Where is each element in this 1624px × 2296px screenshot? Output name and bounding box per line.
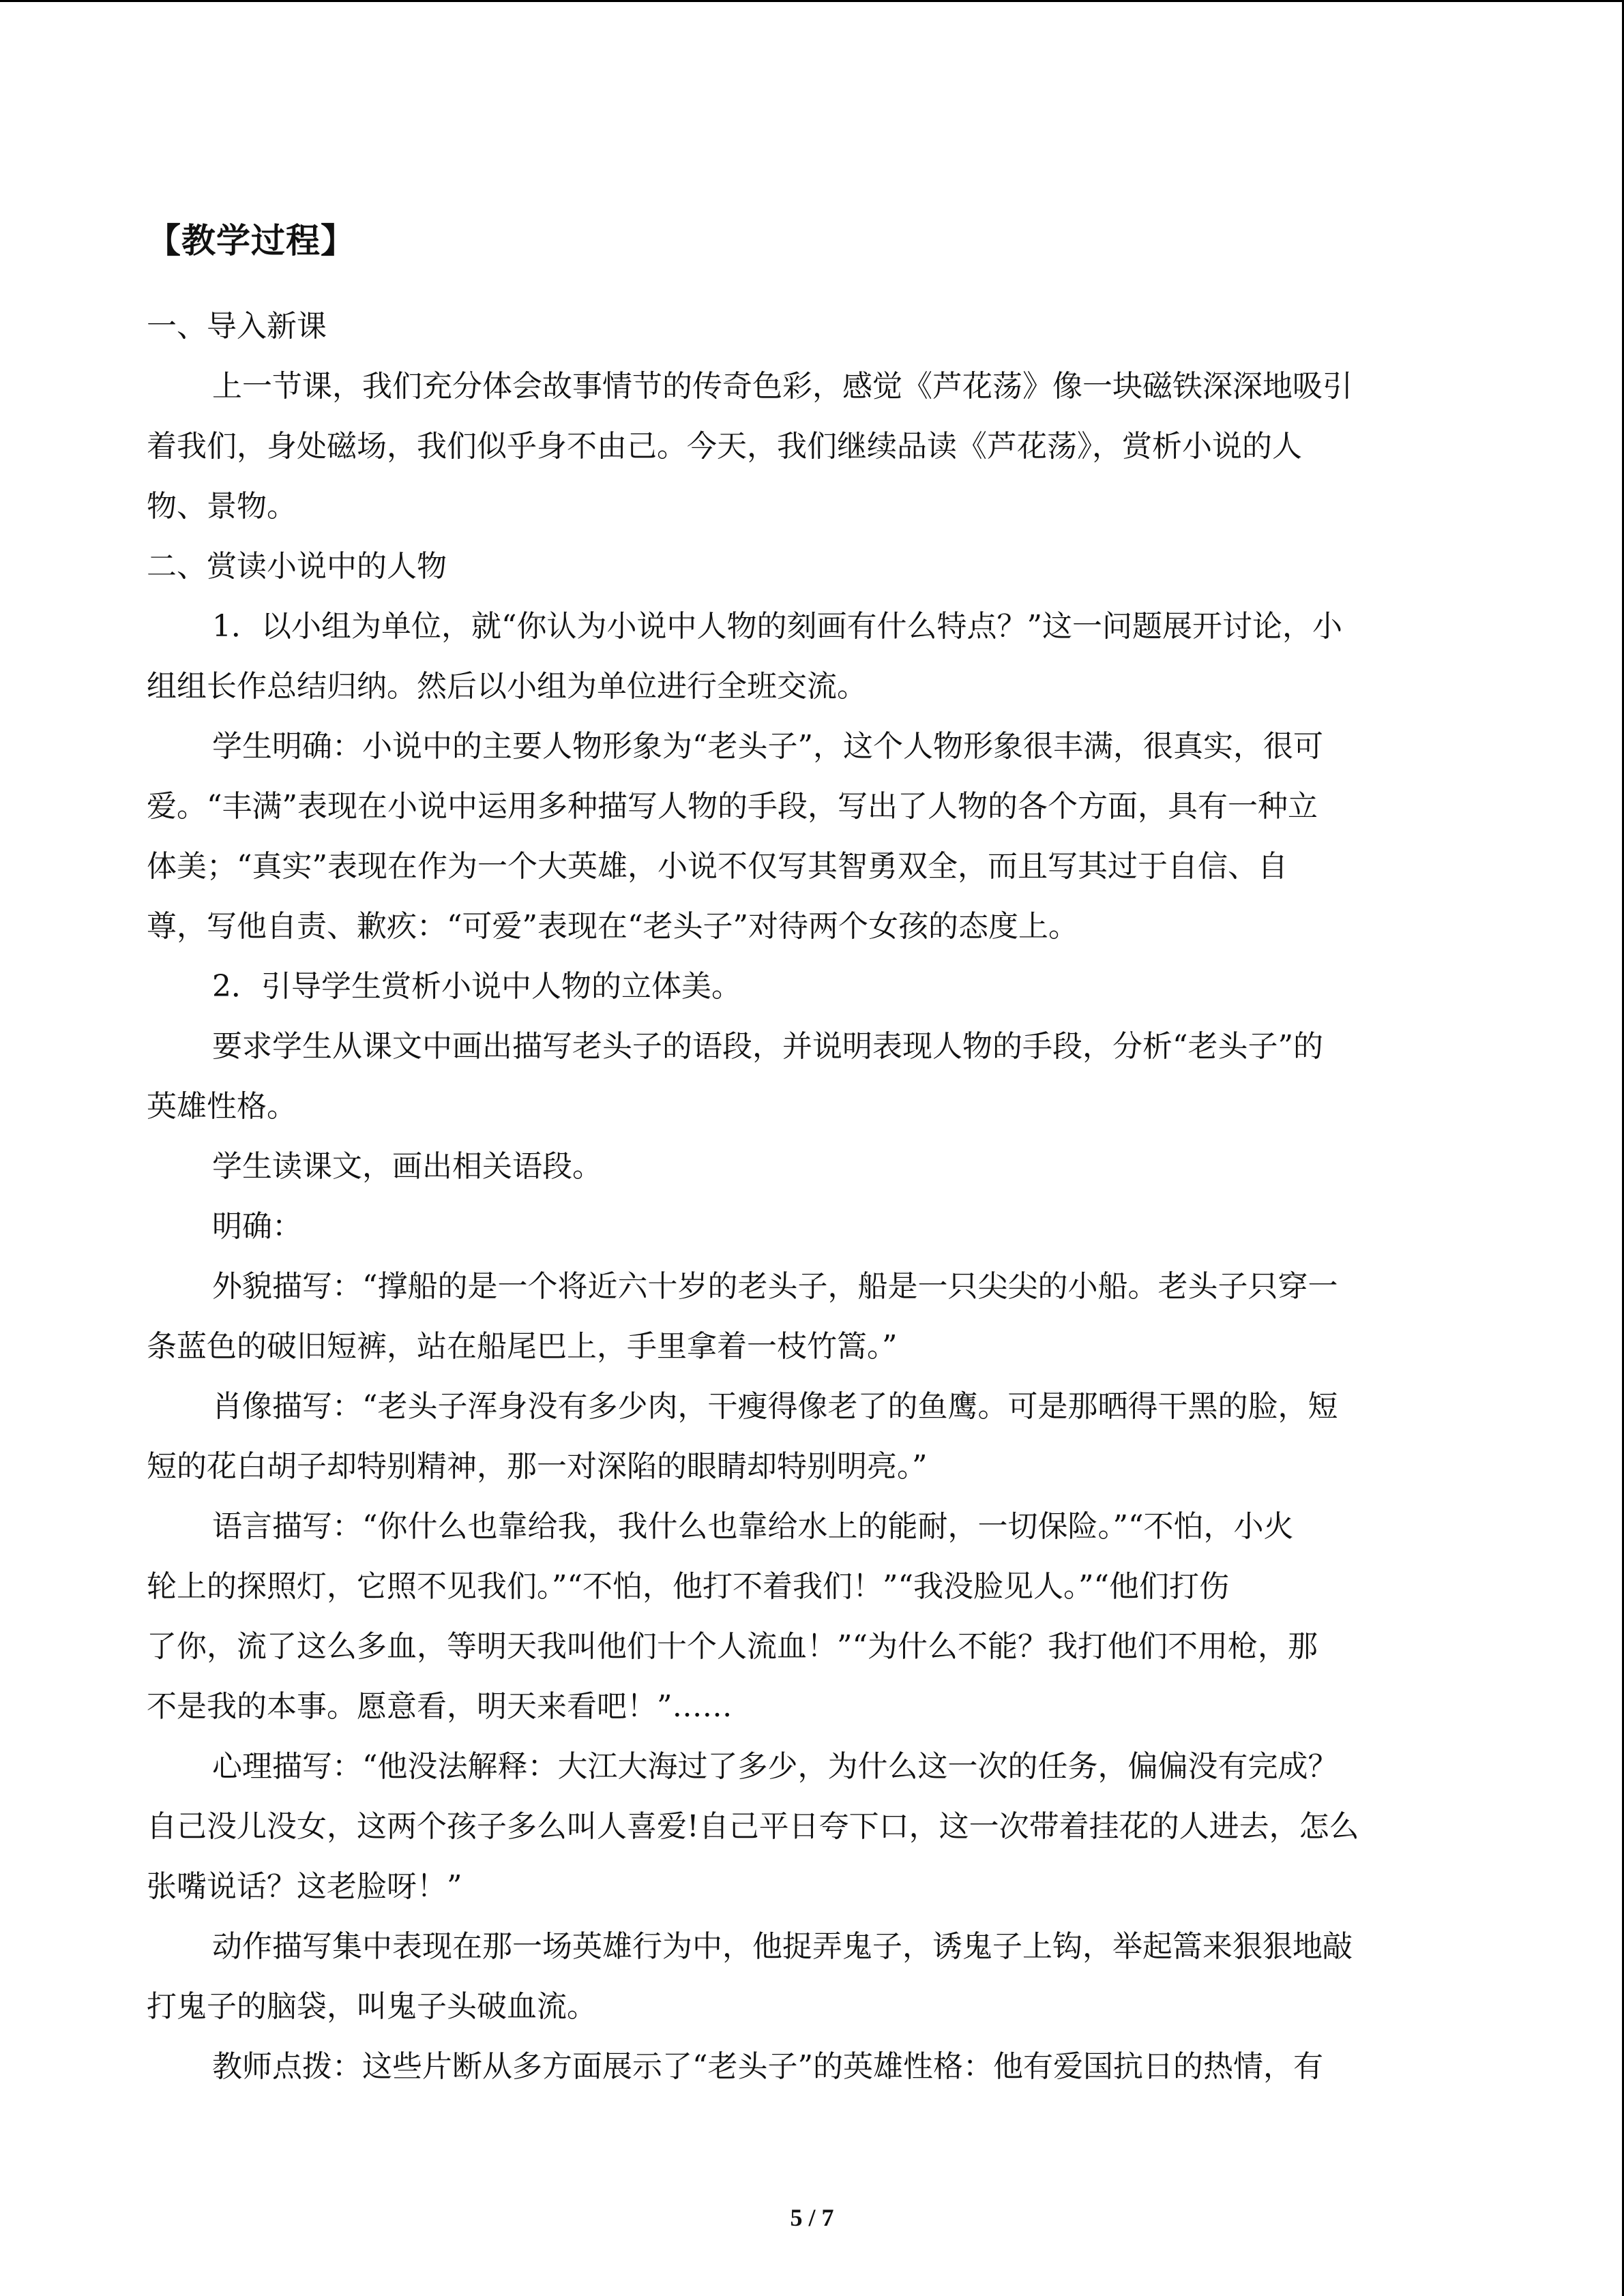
paragraph-line: 着我们，身处磁场，我们似乎身不由己。今天，我们继续品读《芦花荡》，赏析小说的人 bbox=[147, 429, 1302, 464]
paragraph-line: 要求学生从课文中画出描写老头子的语段，并说明表现人物的手段，分析“老头子”的 bbox=[212, 1029, 1323, 1064]
paragraph-line: 学生明确：小说中的主要人物形象为“老头子”，这个人物形象很丰满，很真实，很可 bbox=[212, 729, 1323, 764]
page-number: 5 / 7 bbox=[790, 2204, 834, 2231]
paragraph-line: 尊，写他自责、歉疚：“可爱”表现在“老头子”对待两个女孩的态度上。 bbox=[147, 909, 1078, 944]
paragraph-line: 明确： bbox=[212, 1209, 302, 1244]
paragraph-line: 教师点拨：这些片断从多方面展示了“老头子”的英雄性格：他有爱国抗日的热情，有 bbox=[212, 2049, 1323, 2084]
paragraph-line: 1．以小组为单位，就“你认为小说中人物的刻画有什么特点？”这一问题展开讨论，小 bbox=[212, 609, 1342, 644]
paragraph-line: 自己没儿没女，这两个孩子多么叫人喜爱!自己平日夸下口，这一次带着挂花的人进去，怎么 bbox=[147, 1809, 1359, 1844]
paragraph-line: 英雄性格。 bbox=[147, 1089, 297, 1124]
paragraph-line: 外貌描写：“撑船的是一个将近六十岁的老头子，船是一只尖尖的小船。老头子只穿一 bbox=[212, 1269, 1338, 1304]
paragraph-line: 爱。“丰满”表现在小说中运用多种描写人物的手段，写出了人物的各个方面，具有一种立 bbox=[147, 789, 1318, 824]
paragraph-line: 轮上的探照灯，它照不见我们。”“不怕，他打不着我们！”“我没脸见人。”“他们打伤 bbox=[147, 1569, 1229, 1604]
paragraph-line: 上一节课，我们充分体会故事情节的传奇色彩，感觉《芦花荡》像一块磁铁深深地吸引 bbox=[212, 369, 1353, 404]
document-body bbox=[147, 297, 1477, 2097]
paragraph-line: 张嘴说话？这老脸呀！” bbox=[147, 1869, 462, 1904]
section-title: 【教学过程】 bbox=[147, 221, 355, 260]
paragraph-line: 了你，流了这么多血，等明天我叫他们十个人流血！”“为什么不能？我打他们不用枪，那 bbox=[147, 1629, 1318, 1664]
paragraph-line: 心理描写：“他没法解释：大江大海过了多少，为什么这一次的任务，偏偏没有完成？ bbox=[212, 1749, 1338, 1784]
heading-character-analysis: 二、赏读小说中的人物 bbox=[147, 549, 447, 584]
paragraph-line: 短的花白胡子却特别精神，那一对深陷的眼睛却特别明亮。” bbox=[147, 1449, 928, 1484]
heading-introduction: 一、导入新课 bbox=[147, 309, 327, 344]
paragraph-line: 动作描写集中表现在那一场英雄行为中，他捉弄鬼子，诱鬼子上钩，举起篙来狠狠地敲 bbox=[212, 1929, 1353, 1964]
paragraph-line: 体美；“真实”表现在作为一个大英雄，小说不仅写其智勇双全，而且写其过于自信、自 bbox=[147, 849, 1288, 884]
paragraph-line: 不是我的本事。愿意看，明天来看吧！”…… bbox=[147, 1689, 733, 1724]
paragraph-line: 打鬼子的脑袋，叫鬼子头破血流。 bbox=[147, 1989, 597, 2024]
paragraph-line: 条蓝色的破旧短裤，站在船尾巴上，手里拿着一枝竹篙。” bbox=[147, 1329, 898, 1364]
paragraph-line: 肖像描写：“老头子浑身没有多少肉，干瘦得像老了的鱼鹰。可是那晒得干黑的脸，短 bbox=[212, 1389, 1338, 1424]
paragraph-line: 2．引导学生赏析小说中人物的立体美。 bbox=[212, 969, 741, 1004]
paragraph-line: 物、景物。 bbox=[147, 489, 297, 524]
paragraph-line: 组组长作总结归纳。然后以小组为单位进行全班交流。 bbox=[147, 669, 867, 704]
paragraph-line: 语言描写：“你什么也靠给我，我什么也靠给水上的能耐，一切保险。”“不怕，小火 bbox=[212, 1509, 1294, 1544]
paragraph-line: 学生读课文，画出相关语段。 bbox=[212, 1149, 602, 1184]
